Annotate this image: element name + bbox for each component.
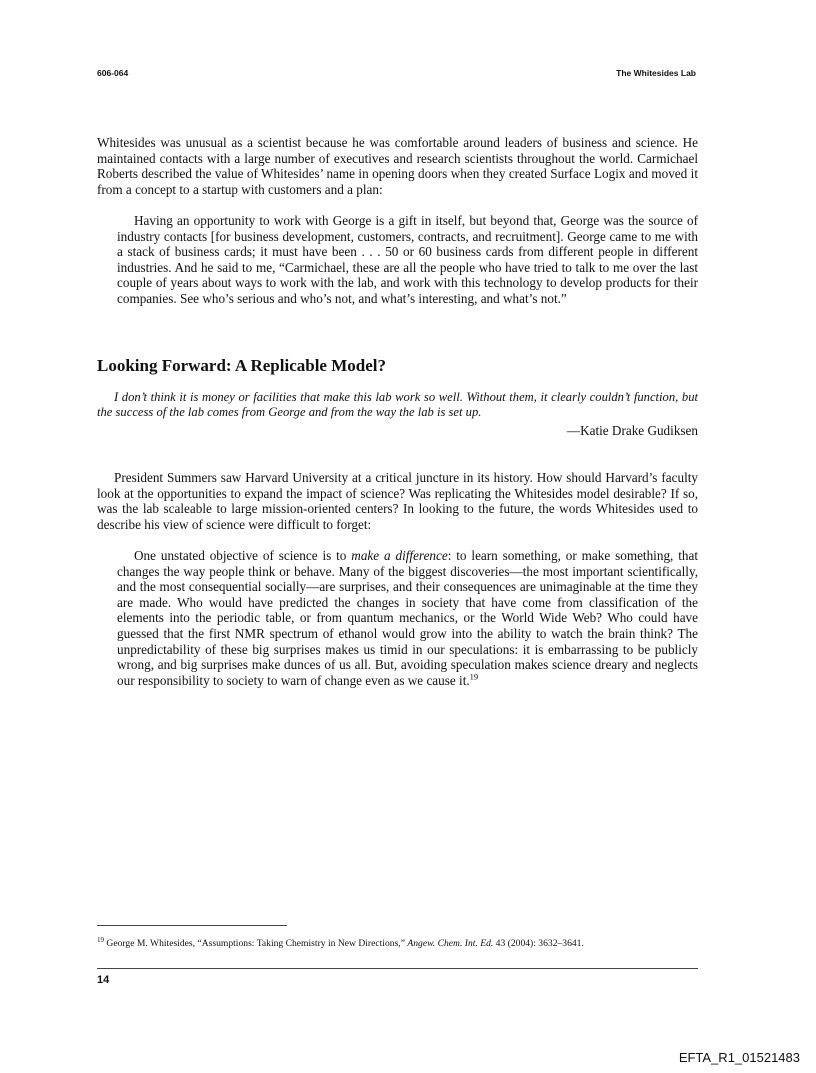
body-paragraph-1: Whitesides was unusual as a scientist because he was comfortable around leaders of business and science. He maintained contacts with a large number of executives and research scientists throughout the world. Carmichael Roberts described the value of Whitesides’ name in opening doors when they created Surface Logix and moved it from a concept to a startup with customers and a plan:: [97, 135, 698, 197]
bates-stamp: EFTA_R1_01521483: [678, 1050, 800, 1065]
footnote: [97, 935, 584, 950]
block-quote-whitesides: [117, 548, 698, 688]
block-quote-roberts: Having an opportunity to work with George is a gift in itself, but beyond that, George was the source of industry contacts [for business development, customers, contracts, and recruitment]. George came to me with a stack of business cards; it must have been . . . 50 or 60 business cards from different people in different industries. And he said to me, “Carmichael, these are all the people who have tried to talk to me over the last couple of years about ways to work with the lab, and work with this technology to develop products for their companies. See who’s serious and who’s not, and what’s interesting, and what’s not.”: [117, 213, 698, 306]
footnote-separator: [97, 925, 287, 926]
document-number: 606-064: [97, 68, 129, 78]
body-paragraph-2: President Summers saw Harvard University at a critical juncture in its history. How should Harvard’s faculty look at the opportunities to expand the impact of science? Was replicating the Whitesides model desirable? If so, was the lab scaleable to large mission-oriented centers? In looking to the future, the words Whitesides used to describe his view of science were difficult to forget:: [97, 470, 698, 532]
epigraph-quote: I don’t think it is money or facilities that make this lab work so well. Without them, it clearly couldn’t function, but the success of the lab comes from George and from the way the lab is set up.: [97, 390, 698, 420]
footnote-text-start: George M. Whitesides, “Assumptions: Taking Chemistry in New Directions,”: [104, 938, 408, 949]
quote-text-start: One unstated objective of science is to: [134, 548, 352, 563]
quote-text-rest: : to learn something, or make something, that changes the way people think or behave. Many of the biggest discoveries—the most important scientifically, and the most consequential socially—are surprises, and their consequences are unimaginable at the time they are made. Who would have predicted the changes in society that have come from classification of the elements into the periodic table, or from quantum mechanics, or the World Wide Web? Who could have guessed that the first NMR spectrum of ethanol would grow into the ability to watch the brain think? The unpredictability of these big surprises makes us timid in our speculations: it is embarrassing to be publicly wrong, and big surprises make dunces of us all. But, avoiding speculation makes science dreary and neglects our responsibility to society to warn of change even as we cause it.: [117, 548, 698, 688]
footnote-reference[interactable]: 19: [469, 671, 479, 682]
section-heading: Looking Forward: A Replicable Model?: [97, 356, 386, 375]
quote-emphasis: make a difference: [351, 548, 448, 563]
running-title: The Whitesides Lab: [616, 68, 696, 78]
epigraph-attribution: —Katie Drake Gudiksen: [566, 423, 698, 438]
footnote-journal: Angew. Chem. Int. Ed.: [407, 938, 494, 949]
footnote-number: 19: [97, 935, 104, 944]
page-number: 14: [97, 974, 110, 986]
footnote-text-end: 43 (2004): 3632–3641.: [493, 938, 584, 949]
footer-rule: [97, 968, 698, 969]
